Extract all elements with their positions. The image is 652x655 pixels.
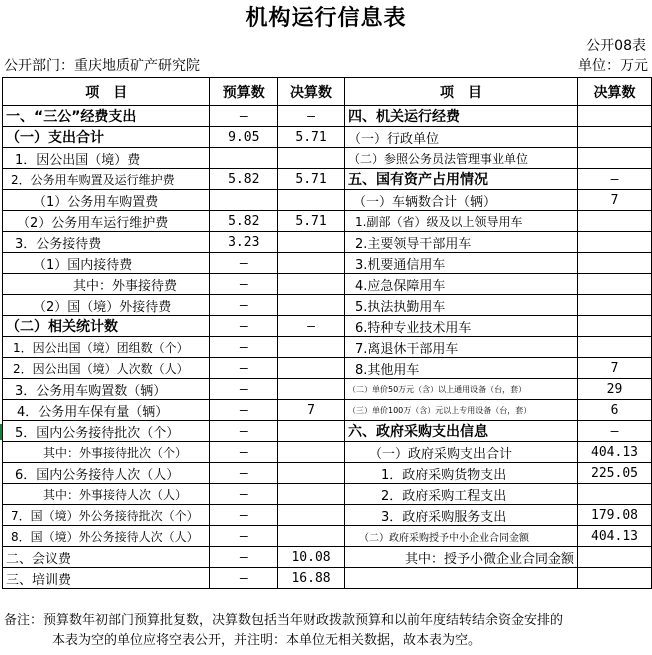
table-row <box>3 295 652 316</box>
table-row <box>3 358 652 379</box>
left-item-label: 3．公务用车购置数（辆） <box>3 379 210 400</box>
table-row <box>3 169 652 190</box>
left-item-label: 一、“三公”经费支出 <box>3 106 210 127</box>
budget-value: — <box>210 358 278 379</box>
final-value-left <box>278 253 345 274</box>
left-item-label: （1）国内接待费 <box>3 253 210 274</box>
final-value-right: 404.13 <box>578 442 652 463</box>
final-value-left: 7 <box>278 400 345 421</box>
left-item-label: 2．因公出国（境）人次数（人） <box>3 358 210 379</box>
right-item-label: 7.离退休干部用车 <box>345 337 578 358</box>
final-value-right <box>578 106 652 127</box>
final-value-left: — <box>278 106 345 127</box>
table-row <box>3 106 652 127</box>
table-row <box>3 547 652 568</box>
final-value-left <box>278 274 345 295</box>
final-value-right <box>578 316 652 337</box>
final-value-left <box>278 379 345 400</box>
left-item-label: （2）国（境）外接待费 <box>3 295 210 316</box>
budget-value: — <box>210 106 278 127</box>
budget-value: — <box>210 274 278 295</box>
budget-value: — <box>210 463 278 484</box>
table-row <box>3 337 652 358</box>
table-row <box>3 442 652 463</box>
left-item-label: 二、会议费 <box>3 547 210 568</box>
budget-value <box>210 190 278 211</box>
header-budget: 预算数 <box>210 78 278 106</box>
right-item-label: 六、政府采购支出信息 <box>345 421 578 442</box>
table-row <box>3 505 652 526</box>
table-row <box>3 463 652 484</box>
final-value-left: 5.71 <box>278 169 345 190</box>
final-value-right: 404.13 <box>578 526 652 547</box>
final-value-left <box>278 463 345 484</box>
left-item-label: （一）支出合计 <box>3 127 210 148</box>
department-label: 公开部门：重庆地质矿产研究院 <box>4 58 200 74</box>
right-item-label: （二）政府采购授予中小企业合同金额 <box>345 526 578 547</box>
budget-value: — <box>210 253 278 274</box>
final-value-right <box>578 232 652 253</box>
header-row <box>3 78 652 106</box>
unit-label: 单位：万元 <box>578 58 648 74</box>
final-value-right <box>578 211 652 232</box>
form-code: 公开08表 <box>586 38 646 54</box>
right-item-label: 四、机关运行经费 <box>345 106 578 127</box>
final-value-left <box>278 442 345 463</box>
final-value-left <box>278 337 345 358</box>
table-row <box>3 232 652 253</box>
right-item-label: 4.应急保障用车 <box>345 274 578 295</box>
budget-value: — <box>210 547 278 568</box>
budget-value: — <box>210 442 278 463</box>
left-item-label: 三、培训费 <box>3 568 210 589</box>
left-item-label: 其中：外事接待人次（人） <box>3 484 210 505</box>
right-item-label: （二）单价50万元（含）以上通用设备（台，套） <box>345 379 578 400</box>
left-item-label: （1）公务用车购置费 <box>3 190 210 211</box>
final-value-left <box>278 421 345 442</box>
final-value-right <box>578 295 652 316</box>
footnote <box>4 611 650 651</box>
right-item-label: 1.副部（省）级及以上领导用车 <box>345 211 578 232</box>
final-value-left: 10.08 <box>278 547 345 568</box>
right-item-label <box>345 568 578 589</box>
right-item-label: 3．政府采购服务支出 <box>345 505 578 526</box>
final-value-right: 7 <box>578 190 652 211</box>
final-value-left <box>278 505 345 526</box>
final-value-left <box>278 148 345 169</box>
final-value-right: 7 <box>578 358 652 379</box>
right-item-label: 6.特种专业技术用车 <box>345 316 578 337</box>
final-value-left: 5.71 <box>278 211 345 232</box>
footnote-line-2: 本表为空的单位应将空表公开，并注明：本单位无相关数据，故本表为空。 <box>52 633 482 648</box>
budget-value: — <box>210 505 278 526</box>
left-item-label: （二）相关统计数 <box>3 316 210 337</box>
header-final-right: 决算数 <box>578 78 652 106</box>
footnote-line-1: 备注：预算数年初部门预算批复数，决算数包括当年财政拨款预算和以前年度结转结余资金安排的 <box>4 613 564 628</box>
table-row <box>3 316 652 337</box>
left-item-label: 4．公务用车保有量（辆） <box>3 400 210 421</box>
final-value-right: 179.08 <box>578 505 652 526</box>
budget-value: 9.05 <box>210 127 278 148</box>
header-item-left: 项 目 <box>3 78 210 106</box>
budget-value: — <box>210 337 278 358</box>
left-item-label: 其中：外事接待费 <box>3 274 210 295</box>
final-value-left: 5.71 <box>278 127 345 148</box>
right-item-label: 其中：授予小微企业合同金额 <box>345 547 578 568</box>
final-value-left <box>278 295 345 316</box>
right-item-label: 3.机要通信用车 <box>345 253 578 274</box>
left-item-label: 6．国内公务接待人次（人） <box>3 463 210 484</box>
table-row <box>3 400 652 421</box>
final-value-left <box>278 232 345 253</box>
left-item-label: （2）公务用车运行维护费 <box>3 211 210 232</box>
budget-value: — <box>210 421 278 442</box>
right-item-label: 2．政府采购工程支出 <box>345 484 578 505</box>
right-item-label: 5.执法执勤用车 <box>345 295 578 316</box>
budget-value: — <box>210 526 278 547</box>
info-table <box>2 77 652 589</box>
table-row <box>3 274 652 295</box>
left-item-label: 3．公务接待费 <box>3 232 210 253</box>
table-row <box>3 379 652 400</box>
left-item-label: 2．公务用车购置及运行维护费 <box>3 169 210 190</box>
left-item-label: 1．因公出国（境）费 <box>3 148 210 169</box>
left-item-label: 1．因公出国（境）团组数（个） <box>3 337 210 358</box>
table-row <box>3 148 652 169</box>
budget-value: — <box>210 295 278 316</box>
left-item-label: 其中：外事接待批次（个） <box>3 442 210 463</box>
final-value-right: 225.05 <box>578 463 652 484</box>
right-item-label: （三）单价100万（含）元以上专用设备（台，套） <box>345 400 578 421</box>
right-item-label: 五、国有资产占用情况 <box>345 169 578 190</box>
table-row <box>3 568 652 589</box>
final-value-left <box>278 358 345 379</box>
budget-value: — <box>210 400 278 421</box>
final-value-right: — <box>578 169 652 190</box>
final-value-left <box>278 484 345 505</box>
header-final-left: 决算数 <box>278 78 345 106</box>
final-value-left <box>278 526 345 547</box>
final-value-right <box>578 547 652 568</box>
final-value-right <box>578 484 652 505</box>
table-row <box>3 253 652 274</box>
budget-value: 3.23 <box>210 232 278 253</box>
table-row <box>3 127 652 148</box>
final-value-right <box>578 568 652 589</box>
final-value-right <box>578 274 652 295</box>
right-item-label: 2.主要领导干部用车 <box>345 232 578 253</box>
budget-value: — <box>210 316 278 337</box>
table-row <box>3 190 652 211</box>
table-row <box>3 211 652 232</box>
final-value-left: — <box>278 316 345 337</box>
final-value-right <box>578 127 652 148</box>
right-item-label: （一）政府采购支出合计 <box>345 442 578 463</box>
budget-value: — <box>210 379 278 400</box>
table-row <box>3 484 652 505</box>
final-value-left: 16.88 <box>278 568 345 589</box>
right-item-label: 1．政府采购货物支出 <box>345 463 578 484</box>
final-value-right <box>578 253 652 274</box>
left-item-label: 7．国（境）外公务接待批次（个） <box>3 505 210 526</box>
budget-value <box>210 148 278 169</box>
page-title: 机构运行信息表 <box>245 5 407 31</box>
header-item-right: 项 目 <box>345 78 578 106</box>
budget-value: 5.82 <box>210 211 278 232</box>
final-value-right: 29 <box>578 379 652 400</box>
left-item-label: 5．国内公务接待批次（个） <box>3 421 210 442</box>
budget-value: — <box>210 484 278 505</box>
right-item-label: （一）行政单位 <box>345 127 578 148</box>
final-value-right: 6 <box>578 400 652 421</box>
final-value-right: — <box>578 421 652 442</box>
right-item-label: 8.其他用车 <box>345 358 578 379</box>
table-row <box>3 421 652 442</box>
left-item-label: 8．国（境）外公务接待人次（人） <box>3 526 210 547</box>
budget-value: 5.82 <box>210 169 278 190</box>
final-value-right <box>578 337 652 358</box>
budget-value: — <box>210 568 278 589</box>
right-item-label: （一）车辆数合计（辆） <box>345 190 578 211</box>
right-item-label: （二）参照公务员法管理事业单位 <box>345 148 578 169</box>
final-value-right <box>578 148 652 169</box>
final-value-left <box>278 190 345 211</box>
table-row <box>3 526 652 547</box>
